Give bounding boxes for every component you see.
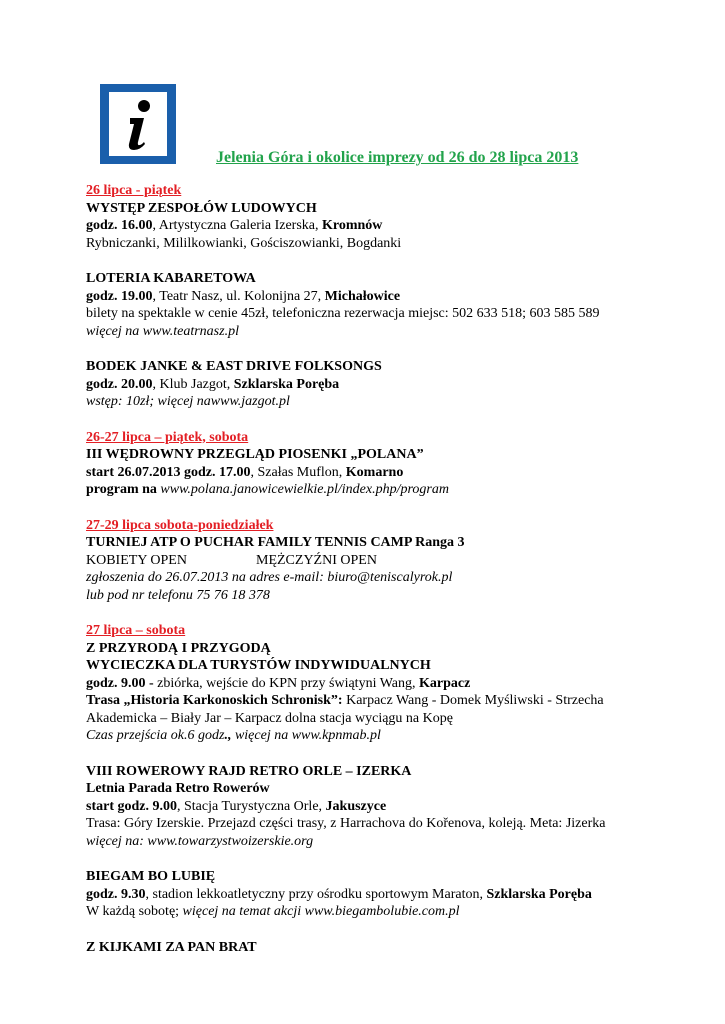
event-more-link[interactable]: więcej na www.teatrnasz.pl (86, 323, 239, 339)
event-title: BIEGAM BO LUBIĘ (86, 869, 216, 884)
event-time-venue: godz. 9.30, stadion lekkoatletyczny przy ośrodku sportowym Maraton, Szklarska Poręba (86, 886, 592, 902)
info-logo (100, 84, 176, 164)
info-logo-dot (138, 100, 150, 112)
event-route: Trasa „Historia Karkonoskich Schronisk”: Karpacz Wang - Domek Myśliwski - Strzecha (86, 693, 604, 708)
event-more-link[interactable]: wstęp: 10zł; więcej nawww.jazgot.pl (86, 394, 290, 409)
event-categories: KOBIETY OPEN MĘŻCZYŹNI OPEN (86, 552, 377, 568)
event-title: LOTERIA KABARETOWA (86, 271, 256, 286)
event-time-venue: godz. 16.00, Artystyczna Galeria Izerska, Kromnów (86, 218, 383, 233)
event-title: WYSTĘP ZESPOŁÓW LUDOWYCH (86, 200, 317, 216)
event-more-link[interactable]: W każdą sobotę; więcej na temat akcji www.biegambolubie.com.pl (86, 904, 460, 919)
date-header: 26 lipca - piątek (86, 183, 182, 198)
event-contact: lub pod nr telefonu 75 76 18 378 (86, 587, 270, 603)
event-route: Akademicka – Biały Jar – Karpacz dolna stacja wyciągu na Kopę (86, 710, 453, 726)
event-more-link[interactable]: więcej na: www.towarzystwoizerskie.org (86, 833, 314, 849)
event-time-venue: godz. 9.00 - zbiórka, wejście do KPN przy świątyni Wang, Karpacz (86, 675, 471, 691)
event-title: WYCIECZKA DLA TURYSTÓW INDYWIDUALNYCH (86, 658, 431, 673)
event-title: TURNIEJ ATP O PUCHAR FAMILY TENNIS CAMP Ranga 3 (86, 535, 465, 550)
date-header: 27-29 lipca sobota-poniedziałek (86, 517, 274, 533)
event-title: III WĘDROWNY PRZEGLĄD PIOSENKI „POLANA” (86, 447, 424, 462)
event-program-link[interactable]: program na www.polana.janowicewielkie.pl/index.php/program (86, 482, 449, 497)
event-title: Z KIJKAMI ZA PAN BRAT (86, 939, 257, 955)
event-time-venue: start 26.07.2013 godz. 17.00, Szałas Muflon, Komarno (86, 464, 404, 480)
event-title: VIII ROWEROWY RAJD RETRO ORLE – IZERKA (86, 763, 412, 779)
event-details: Trasa: Góry Izerskie. Przejazd części trasy, z Harrachova do Kořenova, koleją. Meta: Jizerka (86, 816, 606, 831)
event-contact: zgłoszenia do 26.07.2013 na adres e-mail: biuro@teniscalyrok.pl (86, 570, 453, 585)
event-time-venue: godz. 20.00, Klub Jazgot, Szklarska Poręba (86, 376, 340, 392)
date-header: 26-27 lipca – piątek, sobota (86, 429, 249, 445)
event-title: BODEK JANKE & EAST DRIVE FOLKSONGS (86, 359, 382, 374)
event-details: bilety na spektakle w cenie 45zł, telefoniczna rezerwacja miejsc: 502 633 518; 603 585 589 (86, 306, 600, 321)
event-more-link[interactable]: Czas przejścia ok.6 godz., więcej na www.kpnmab.pl (86, 728, 381, 743)
event-time-venue: start godz. 9.00, Stacja Turystyczna Orle, Jakuszyce (86, 798, 387, 814)
event-details: Rybniczanki, Mililkowianki, Gościszowianki, Bogdanki (86, 235, 402, 251)
event-subtitle: Letnia Parada Retro Rowerów (86, 781, 270, 796)
date-header: 27 lipca – sobota (86, 623, 186, 638)
events-list (86, 182, 686, 956)
event-title: Z PRZYRODĄ I PRZYGODĄ (86, 640, 271, 656)
event-time-venue: godz. 19.00, Teatr Nasz, ul. Kolonijna 27, Michałowice (86, 288, 401, 304)
document-title: Jelenia Góra i okolice imprezy od 26 do 28 lipca 2013 (216, 149, 579, 166)
